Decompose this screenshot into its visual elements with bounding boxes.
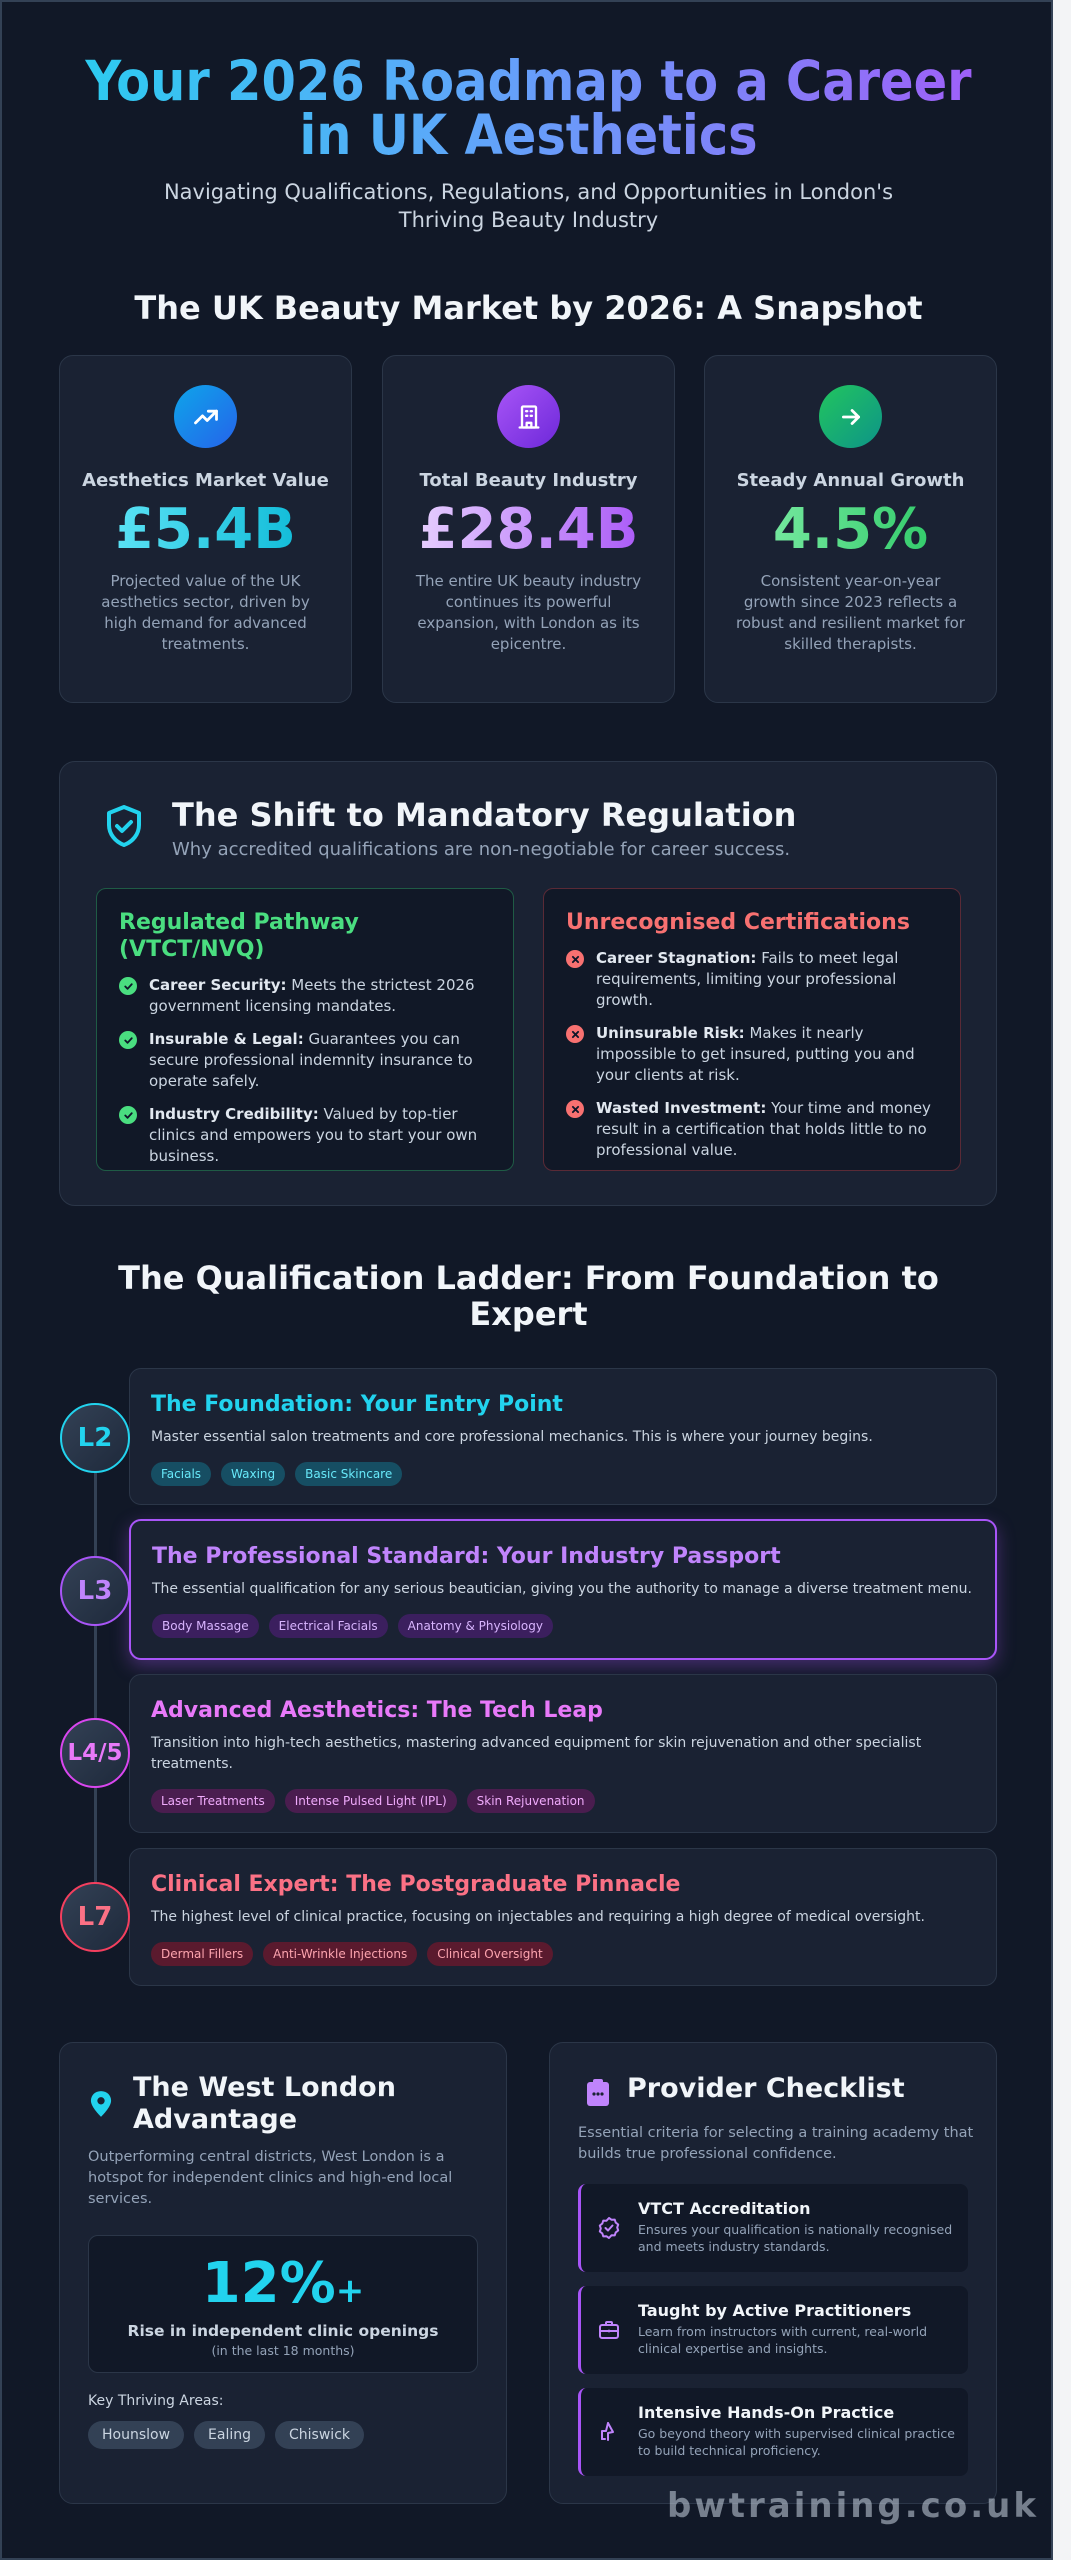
check-circle-icon xyxy=(119,1031,137,1049)
provider-checklist-panel xyxy=(549,2042,997,2504)
skill-tag: Intense Pulsed Light (IPL) xyxy=(285,1789,457,1813)
stat-value: £5.4B xyxy=(82,497,329,563)
stat-label: Aesthetics Market Value xyxy=(82,470,329,491)
checklist-item-practitioners xyxy=(578,2286,968,2374)
stat-number: 12% xyxy=(201,2251,336,2316)
unrecognised-title: Unrecognised Certifications xyxy=(566,910,910,935)
skill-tag: Skin Rejuvenation xyxy=(467,1789,595,1813)
ladder-connector-line xyxy=(94,1432,97,1922)
briefcase-icon xyxy=(597,2318,621,2346)
west-london-title: The West London Advantage xyxy=(133,2072,396,2135)
stat-label: Rise in independent clinic openings xyxy=(127,2322,439,2340)
checklist-item-vtct xyxy=(578,2184,968,2272)
item-title: Taught by Active Practitioners xyxy=(638,2301,912,2320)
list-item xyxy=(566,1023,940,1086)
areas-label: Key Thriving Areas: xyxy=(88,2393,224,2409)
level-description: The highest level of clinical practice, focusing on injectables and requiring a high degree of medical oversight. xyxy=(151,1909,925,1925)
item-bold: Uninsurable Risk: xyxy=(596,1024,745,1042)
skill-tag: Clinical Oversight xyxy=(427,1942,552,1966)
skill-tag: Body Massage xyxy=(152,1614,259,1638)
list-item xyxy=(119,1029,493,1092)
regulated-pathway-box xyxy=(96,888,514,1171)
item-bold: Career Security: xyxy=(149,976,287,994)
stat-suffix: + xyxy=(335,2271,365,2311)
check-circle-icon xyxy=(119,1106,137,1124)
item-text: Makes it nearly impossible to get insured, putting you and your clients at risk. xyxy=(596,1024,915,1084)
regulation-panel xyxy=(59,761,997,1206)
skill-tag: Facials xyxy=(151,1462,211,1486)
x-circle-icon xyxy=(566,1025,584,1043)
level-badge-l2: L2 xyxy=(60,1403,130,1473)
unrecognised-certifications-box xyxy=(543,888,961,1171)
clipboard-icon xyxy=(586,2079,610,2111)
skill-tag: Anti-Wrinkle Injections xyxy=(263,1942,417,1966)
page-subtitle: Navigating Qualifications, Regulations, and Opportunities in London's Thriving Beauty Industry xyxy=(163,180,894,232)
skill-tag: Basic Skincare xyxy=(295,1462,402,1486)
shield-check-icon xyxy=(100,802,148,854)
level-card-l4-5 xyxy=(129,1674,997,1833)
regulation-title: The Shift to Mandatory Regulation xyxy=(172,796,797,834)
item-text: Valued by top-tier clinics and empowers you to start your own business. xyxy=(149,1105,478,1165)
regulation-subtitle: Why accredited qualifications are non-negotiable for career success. xyxy=(172,839,791,860)
stat-card-beauty-industry xyxy=(382,355,675,703)
skill-tag: Anatomy & Physiology xyxy=(398,1614,553,1638)
building-icon xyxy=(497,385,560,448)
stat-card-annual-growth xyxy=(704,355,997,703)
stat-description: Projected value of the UK aesthetics sector, driven by high demand for advanced treatments. xyxy=(101,572,310,653)
level-description: Transition into high-tech aesthetics, mastering advanced equipment for skin rejuvenation and other specialist treatments. xyxy=(151,1735,922,1772)
level-badge-l4-5: L4/5 xyxy=(60,1718,130,1788)
area-pill: Hounslow xyxy=(88,2421,184,2449)
skill-tag: Laser Treatments xyxy=(151,1789,275,1813)
trending-up-icon xyxy=(174,385,237,448)
checklist-item-hands-on xyxy=(578,2388,968,2476)
checklist-title: Provider Checklist xyxy=(627,2073,905,2104)
clinic-growth-stat xyxy=(88,2235,478,2373)
x-circle-icon xyxy=(566,950,584,968)
level-badge-l3: L3 xyxy=(60,1556,130,1626)
skill-tag: Waxing xyxy=(221,1462,285,1486)
list-item xyxy=(566,948,940,1011)
stat-value: £28.4B xyxy=(405,497,652,563)
level-description: The essential qualification for any serious beautician, giving you the authority to manage a diverse treatment menu. xyxy=(152,1581,972,1597)
level-title: The Professional Standard: Your Industry Passport xyxy=(152,1544,781,1569)
check-circle-icon xyxy=(119,977,137,995)
item-text: Guarantees you can secure professional indemnity insurance to operate safely. xyxy=(149,1030,473,1090)
stat-value xyxy=(89,2251,477,2321)
badge-check-icon xyxy=(597,2216,621,2244)
hand-icon xyxy=(597,2420,621,2448)
item-bold: Career Stagnation: xyxy=(596,949,757,967)
area-pill: Ealing xyxy=(194,2421,265,2449)
item-title: Intensive Hands-On Practice xyxy=(638,2403,895,2422)
stat-description: Consistent year-on-year growth since 2023 reflects a robust and resilient market for skilled therapists. xyxy=(736,572,965,653)
arrow-right-icon xyxy=(819,385,882,448)
item-title: VTCT Accreditation xyxy=(638,2199,811,2218)
ladder-heading: The Qualification Ladder: From Foundation to Expert xyxy=(118,1259,939,1333)
stat-value: 4.5% xyxy=(727,497,974,563)
level-badge-l7: L7 xyxy=(60,1882,130,1952)
item-bold: Insurable & Legal: xyxy=(149,1030,304,1048)
level-card-l7 xyxy=(129,1848,997,1986)
map-pin-icon xyxy=(90,2091,112,2121)
item-description: Learn from instructors with current, real-world clinical expertise and insights. xyxy=(638,2324,928,2356)
item-description: Go beyond theory with supervised clinical practice to build technical proficiency. xyxy=(638,2426,955,2458)
page-title: Your 2026 Roadmap to a Career in UK Aesthetics xyxy=(2,54,1053,162)
item-description: Ensures your qualification is nationally recognised and meets industry standards. xyxy=(638,2222,953,2254)
areas-list xyxy=(88,2421,364,2449)
stat-card-aesthetics xyxy=(59,355,352,703)
skill-tag: Dermal Fillers xyxy=(151,1942,253,1966)
x-circle-icon xyxy=(566,1100,584,1118)
area-pill: Chiswick xyxy=(275,2421,364,2449)
item-text: Your time and money result in a certification that holds little to no professional value. xyxy=(596,1099,931,1159)
item-bold: Wasted Investment: xyxy=(596,1099,767,1117)
regulated-pathway-title: Regulated Pathway (VTCT/NVQ) xyxy=(119,910,359,962)
stat-description: The entire UK beauty industry continues its powerful expansion, with London as its epicentre. xyxy=(415,572,642,653)
level-description: Master essential salon treatments and core professional mechanics. This is where your journey begins. xyxy=(151,1429,873,1445)
item-text: Meets the strictest 2026 government licensing mandates. xyxy=(149,976,475,1015)
west-london-description: Outperforming central districts, West London is a hotspot for independent clinics and high-end local services. xyxy=(88,2149,453,2207)
level-card-l3 xyxy=(129,1519,997,1660)
level-title: Advanced Aesthetics: The Tech Leap xyxy=(151,1698,603,1723)
skill-tag: Electrical Facials xyxy=(269,1614,388,1638)
stat-sub: (in the last 18 months) xyxy=(211,2343,355,2358)
checklist-description: Essential criteria for selecting a training academy that builds true professional confidence. xyxy=(578,2125,974,2162)
list-item xyxy=(566,1098,940,1161)
item-bold: Industry Credibility: xyxy=(149,1105,319,1123)
west-london-panel xyxy=(59,2042,507,2504)
level-title: The Foundation: Your Entry Point xyxy=(151,1392,563,1417)
list-item xyxy=(119,975,493,1017)
item-text: Fails to meet legal requirements, limiting your professional growth. xyxy=(596,949,899,1009)
level-card-l2 xyxy=(129,1368,997,1505)
watermark: bwtraining.co.uk xyxy=(667,2486,1039,2526)
list-item xyxy=(119,1104,493,1167)
stat-label: Total Beauty Industry xyxy=(419,470,638,491)
stat-label: Steady Annual Growth xyxy=(736,470,965,491)
level-title: Clinical Expert: The Postgraduate Pinnacle xyxy=(151,1872,681,1897)
market-heading: The UK Beauty Market by 2026: A Snapshot xyxy=(134,289,923,327)
